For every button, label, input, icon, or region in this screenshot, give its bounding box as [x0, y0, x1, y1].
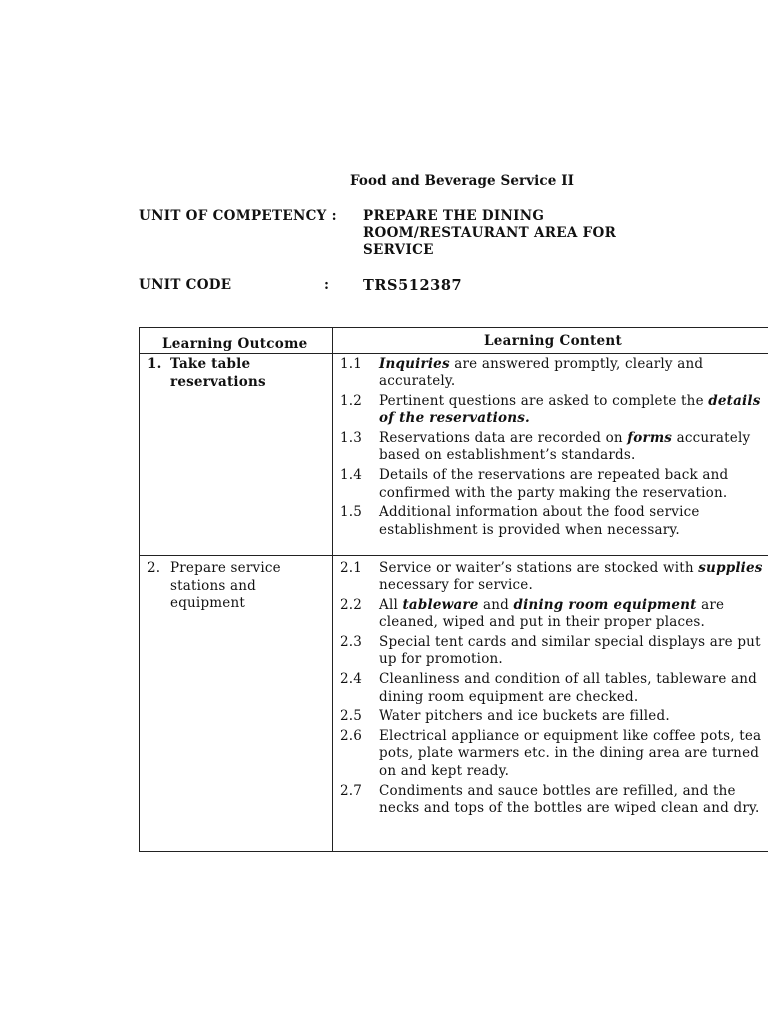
learning-content-item: [340, 634, 768, 669]
emphasized-term: dining room equipment: [513, 597, 697, 614]
content-text: Condiments and sauce bottles are refilled, and the necks and tops of the bottles are wiped clean and dry.: [379, 782, 760, 816]
learning-content-number: 2.7: [340, 782, 363, 799]
learning-content-item: [340, 708, 768, 725]
learning-content-item: [340, 430, 768, 465]
content-text: are answered promptly, clearly and accurately.: [379, 356, 704, 390]
learning-content-number: 1.3: [340, 430, 363, 447]
document-title: Food and Beverage Service II: [349, 173, 575, 189]
emphasized-term: tableware: [402, 597, 479, 614]
learning-content-item: [340, 393, 768, 428]
learning-content-number: 2.4: [340, 671, 363, 688]
content-list-1: [340, 356, 768, 541]
learning-content-item: [340, 728, 768, 780]
content-text: necessary for service.: [379, 577, 533, 594]
unit-code-value: TRS512387: [363, 277, 463, 294]
learning-content-number: 1.5: [340, 504, 363, 521]
learning-content-number: 1.1: [340, 356, 363, 372]
header-learning-outcome: Learning Outcome: [162, 336, 308, 352]
row-divider: [140, 555, 768, 556]
outcome-2-text: Prepare service stations and equipment: [170, 560, 281, 611]
unit-code-label: UNIT CODE: [139, 277, 232, 293]
emphasized-term: forms: [627, 430, 673, 447]
content-text: are cleaned, wiped and put in their proper places.: [379, 597, 725, 631]
unit-code-colon: :: [324, 277, 330, 293]
content-text: Pertinent questions are asked to complete the: [379, 393, 709, 410]
learning-content-number: 1.2: [340, 393, 363, 410]
content-text: All: [379, 597, 403, 614]
learning-content-item: [340, 783, 768, 818]
learning-content-number: 2.6: [340, 728, 363, 745]
content-text: accurately based on establishment’s standards.: [379, 430, 751, 464]
content-text: Electrical appliance or equipment like coffee pots, tea pots, plate warmers etc. in the dining area are turned on and kept ready.: [379, 728, 762, 779]
learning-content-item: [340, 504, 768, 539]
content-text: Reservations data are recorded on: [379, 430, 628, 447]
learning-table: [139, 327, 768, 852]
learning-content-item: [340, 467, 768, 502]
content-text: and: [478, 597, 514, 614]
outcome-1-number: 1.: [147, 356, 162, 372]
content-text: Service or waiter’s stations are stocked with: [379, 560, 699, 576]
content-text: Details of the reservations are repeated back and confirmed with the party making the reservation.: [379, 467, 729, 501]
content-text: Additional information about the food service establishment is provided when necessary.: [379, 504, 700, 538]
emphasized-term: details of the reservations.: [379, 393, 761, 427]
outcome-2-number: 2.: [147, 560, 161, 576]
content-text: Special tent cards and similar special displays are put up for promotion.: [379, 634, 761, 668]
learning-content-item: [340, 560, 768, 595]
unit-of-competency-value: PREPARE THE DINING ROOM/RESTAURANT AREA FOR SERVICE: [363, 208, 617, 258]
learning-content-number: 2.2: [340, 597, 363, 614]
header-learning-content: Learning Content: [484, 333, 623, 349]
unit-of-competency-label: UNIT OF COMPETENCY :: [139, 208, 337, 224]
learning-content-item: [340, 356, 768, 391]
learning-content-number: 2.1: [340, 560, 363, 576]
emphasized-term: Inquiries: [379, 356, 450, 372]
learning-content-item: [340, 597, 768, 632]
outcome-1-text: Take table reservations: [170, 356, 266, 390]
learning-content-number: 2.5: [340, 708, 363, 725]
content-text: Water pitchers and ice buckets are filled.: [379, 708, 670, 725]
content-text: Cleanliness and condition of all tables, tableware and dining room equipment are checked.: [379, 671, 757, 705]
learning-content-number: 1.4: [340, 467, 363, 484]
column-divider: [332, 328, 333, 851]
learning-content-item: [340, 671, 768, 706]
emphasized-term: supplies: [698, 560, 763, 576]
header-divider: [140, 353, 768, 354]
content-list-2: [340, 560, 768, 820]
learning-content-number: 2.3: [340, 634, 363, 651]
